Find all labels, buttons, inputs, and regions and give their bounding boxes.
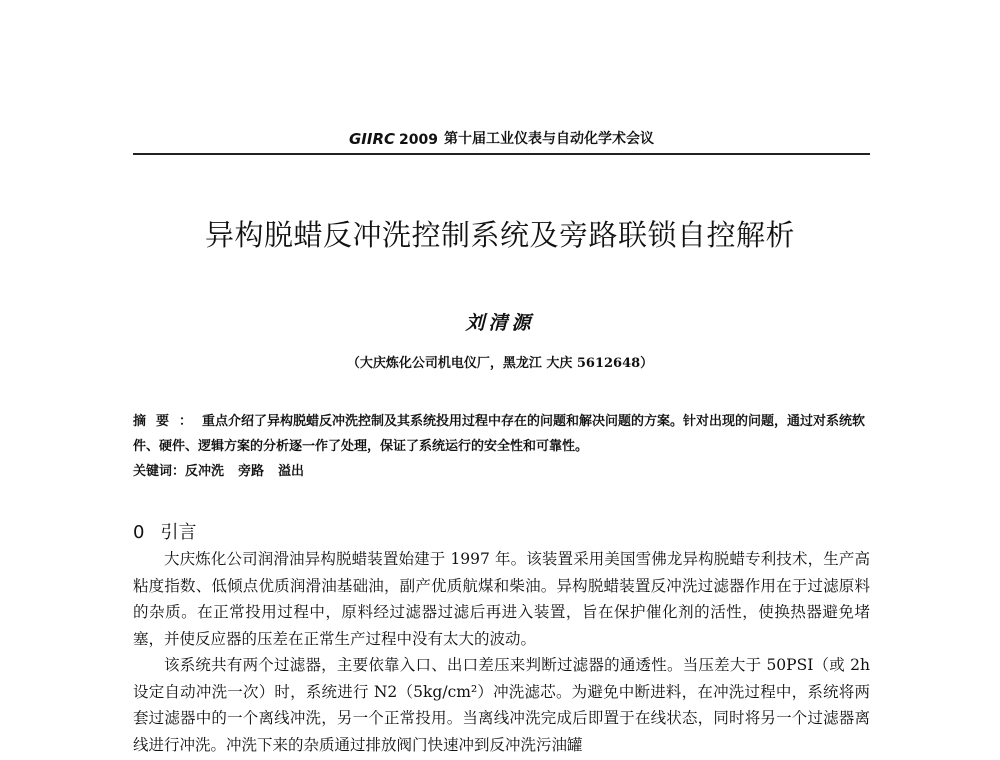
page-header [133,123,870,155]
abstract [133,409,870,459]
abstract-text: 重点介绍了异构脱蜡反冲洗控制及其系统投用过程中存在的问题和解决问题的方案。针对出现的问题，通过对系统软件、硬件、逻辑方案的分析逐一作了处理，保证了系统运行的安全性和可靠性。 [133,414,866,454]
keywords-label: 关键词： [133,464,186,479]
section-title: 引言 [160,522,197,543]
keyword: 旁路 [238,464,265,479]
keyword: 溢出 [278,464,305,479]
abstract-label: 摘要： [133,414,203,429]
author-affiliation: （大庆炼化公司机电仪厂，黑龙江 大庆 5612648） [346,356,654,371]
conference-logo: GIIRC [348,130,396,148]
conference-name: 第十届工业仪表与自动化学术会议 [444,131,654,147]
section-number: 0 [133,522,145,543]
author-name: 刘清源 [465,312,535,334]
keywords [133,459,870,484]
body-paragraph: 大庆炼化公司润滑油异构脱蜡装置始建于 1997 年。该装置采用美国雪佛龙异构脱蜡专利技术，生产高粘度指数、低倾点优质润滑油基础油，副产优质航煤和柴油。异构脱蜡装置反冲洗过滤器作用在于过滤原料的杂质。在正常投用过程中，原料经过滤器过滤后再进入装置，旨在保护催化剂的活性，使换热器避免堵塞，并使反应器的压差在正常生产过程中没有太大的波动。 [133,550,870,648]
body-text [133,546,870,758]
conference-year: 2009 [399,132,438,148]
body-paragraph: 该系统共有两个过滤器，主要依靠入口、出口差压来判断过滤器的通透性。当压差大于 50PSI（或 2h 设定自动冲洗一次）时，系统进行 N2（5kg/cm²）冲洗滤芯。为避免中断进料，在冲洗过程中，系统将两套过滤器中的一个离线冲洗，另一个正常投用。当离线冲洗完成后即置于在线状态，同时将另一个过滤器离线进行冲洗。冲洗下来的杂质通过排放阀门快速冲到反冲洗污油罐 [133,656,870,754]
section-heading [133,518,196,544]
paper-title: 异构脱蜡反冲洗控制系统及旁路联锁自控解析 [204,218,795,252]
keyword: 反冲洗 [185,464,225,479]
